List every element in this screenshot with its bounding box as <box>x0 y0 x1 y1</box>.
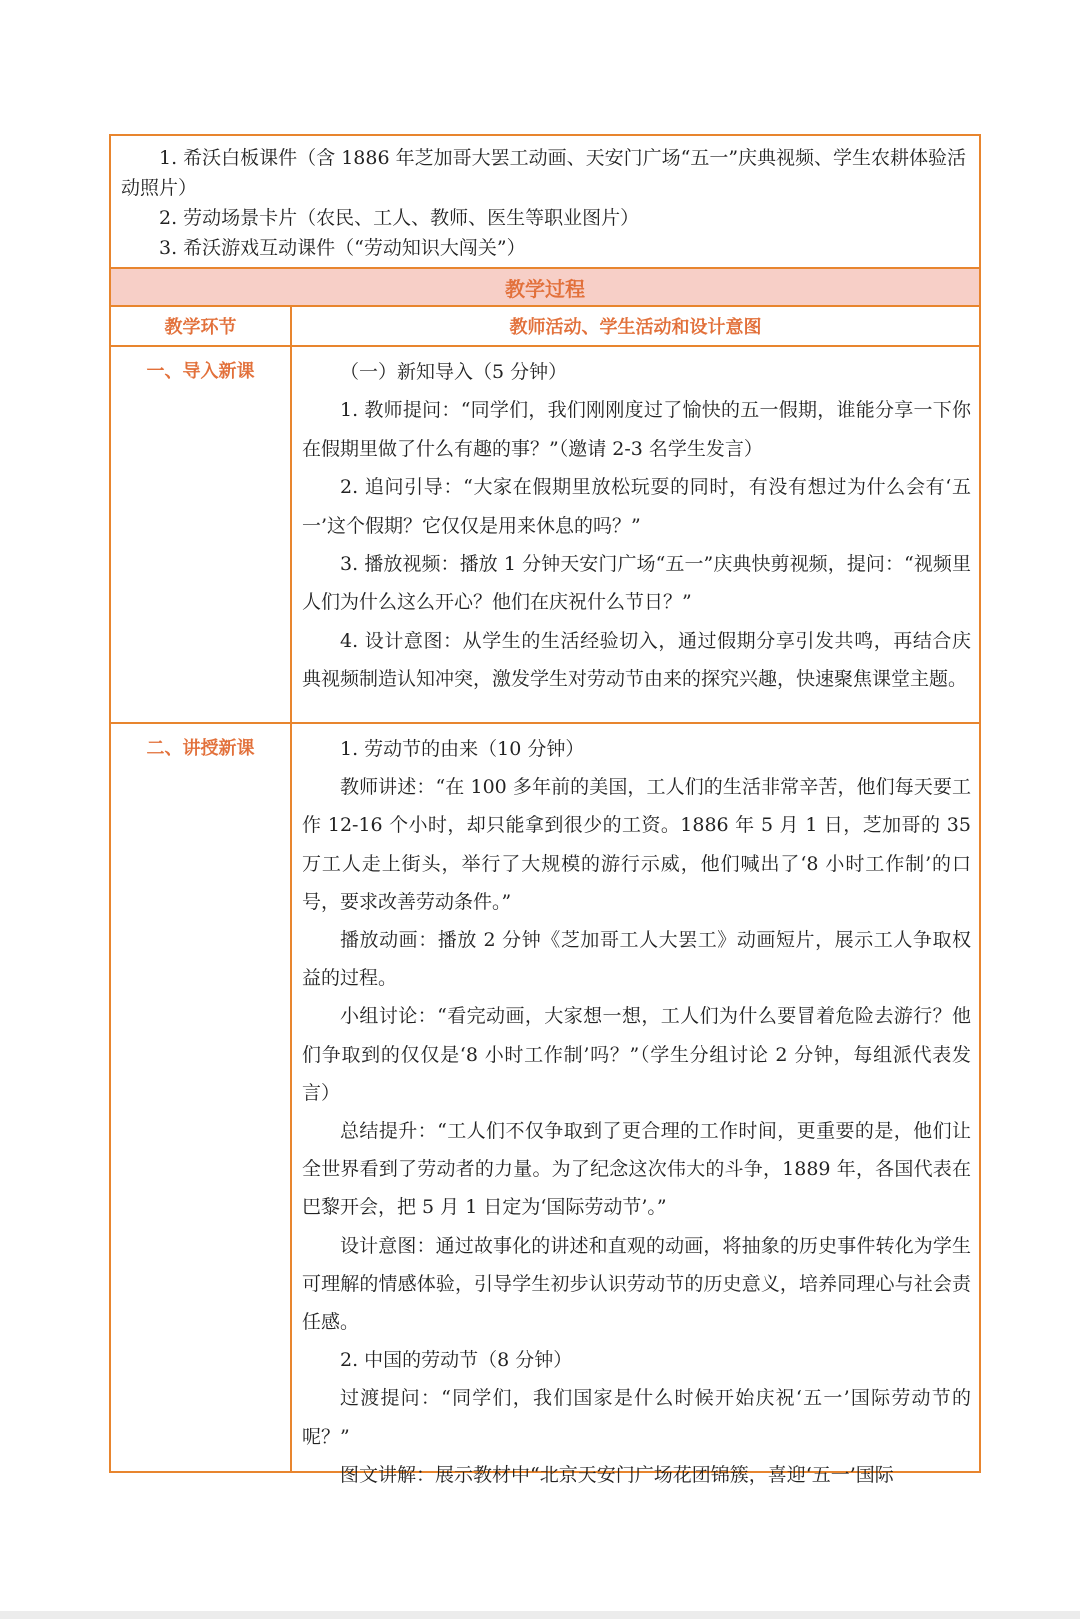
paragraph: 设计意图：通过故事化的讲述和直观的动画，将抽象的历史事件转化为学生可理解的情感体验，引导学生初步认识劳动节的历史意义，培养同理心与社会责任感。 <box>302 1234 971 1334</box>
paragraph: 总结提升：“工人们不仅争取到了更合理的工作时间，更重要的是，他们让全世界看到了劳动者的力量。为了纪念这次伟大的斗争，1889 年，各国代表在巴黎开会，把 5 月 1 日定为‘国际劳动节’。” <box>302 1120 971 1219</box>
paragraph: （一）新知导入（5 分钟） <box>340 361 568 383</box>
stage-label-intro: 一、导入新课 <box>146 361 255 382</box>
table-row-teach <box>111 724 979 1486</box>
paragraph: 播放动画：播放 2 分钟《芝加哥工人大罢工》动画短片，展示工人争取权益的过程。 <box>302 929 971 990</box>
paragraph: 1. 劳动节的由来（10 分钟） <box>340 738 585 760</box>
materials-section <box>111 136 979 269</box>
stage-label-teach: 二、讲授新课 <box>146 738 255 759</box>
paragraph: 4. 设计意图：从学生的生活经验切入，通过假期分享引发共鸣，再结合庆典视频制造认知冲突，激发学生对劳动节由来的探究兴趣，快速聚焦课堂主题。 <box>302 629 971 691</box>
paragraph: 图文讲解：展示教材中“北京天安门广场花团锦簇，喜迎‘五一’国际 <box>340 1463 894 1486</box>
table-header-row <box>111 307 979 347</box>
section-title: 教学过程 <box>111 269 979 307</box>
paragraph: 过渡提问：“同学们，我们国家是什么时候开始庆祝‘五一’国际劳动节的呢？” <box>302 1387 971 1448</box>
material-item: 2. 劳动场景卡片（农民、工人、教师、医生等职业图片） <box>159 207 640 229</box>
material-item: 1. 希沃白板课件（含 1886 年芝加哥大罢工动画、天安门广场“五一”庆典视频、学生农耕体验活动照片） <box>121 147 967 199</box>
paragraph: 小组讨论：“看完动画，大家想一想，工人们为什么要冒着危险去游行？他们争取到的仅仅是‘8 小时工作制’吗？”（学生分组讨论 2 分钟，每组派代表发言） <box>302 1005 971 1104</box>
teach-content <box>292 724 979 1486</box>
paragraph: 2. 中国的劳动节（8 分钟） <box>340 1349 573 1372</box>
header-stage: 教学环节 <box>111 307 292 345</box>
intro-content <box>292 347 979 722</box>
material-item: 3. 希沃游戏互动课件（“劳动知识大闯关”） <box>159 237 526 259</box>
lesson-plan-table <box>109 134 981 1486</box>
header-activity: 教师活动、学生活动和设计意图 <box>509 317 762 338</box>
paragraph: 1. 教师提问：“同学们，我们刚刚度过了愉快的五一假期，谁能分享一下你在假期里做了什么有趣的事？”（邀请 2-3 名学生发言） <box>302 399 971 460</box>
bottom-bar <box>0 1611 1080 1619</box>
paragraph: 3. 播放视频：播放 1 分钟天安门广场“五一”庆典快剪视频，提问：“视频里人们为什么这么开心？他们在庆祝什么节日？” <box>302 553 971 614</box>
paragraph: 2. 追问引导：“大家在假期里放松玩耍的同时，有没有想过为什么会有‘五一’这个假期？它仅仅是用来休息的吗？” <box>302 476 971 537</box>
paragraph: 教师讲述：“在 100 多年前的美国，工人们的生活非常辛苦，他们每天要工作 12-16 个小时，却只能拿到很少的工资。1886 年 5 月 1 日，芝加哥的 35 万工人走上街头，举行了大规模的游行示威，他们喊出了‘8 小时工作制’的口号，要求改善劳动条件。” <box>302 776 971 913</box>
table-row-intro <box>111 347 979 724</box>
